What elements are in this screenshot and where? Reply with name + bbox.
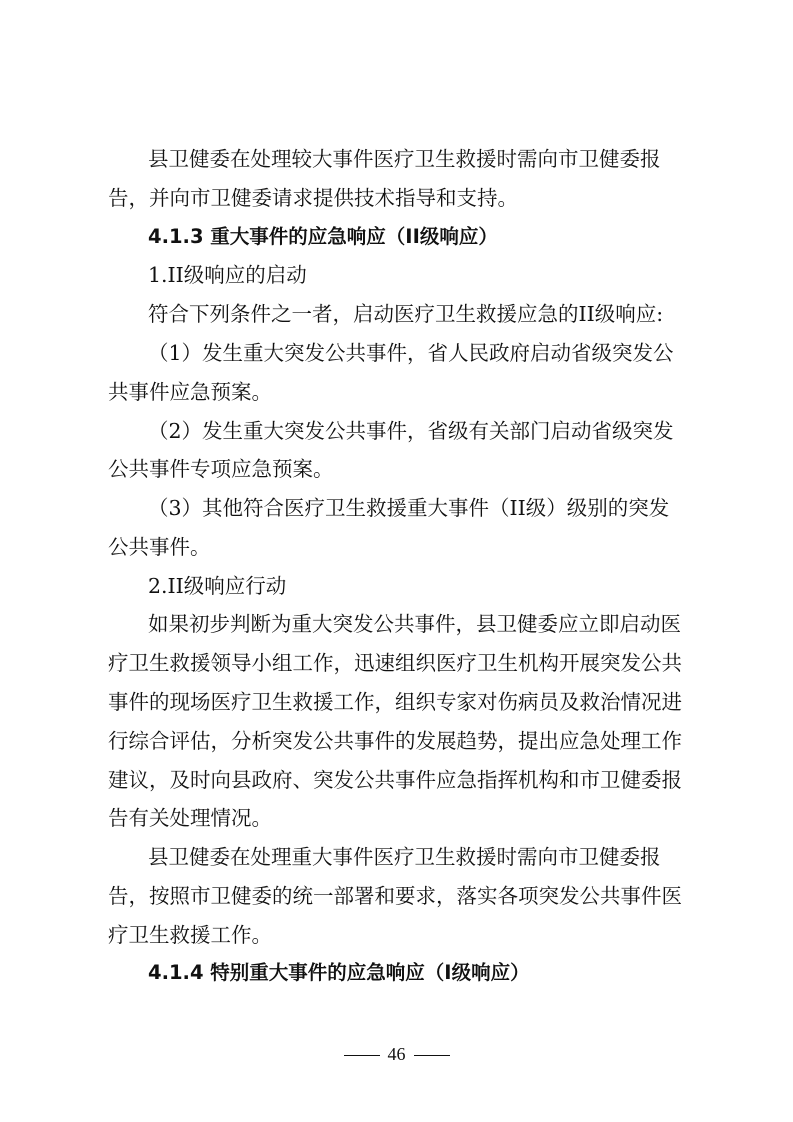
paragraph-line: 县卫健委在处理重大事件医疗卫生救援时需向市卫健委报 — [148, 845, 661, 869]
footer-dash-left — [344, 1055, 380, 1056]
list-item-line: （2）发生重大突发公共事件，省级有关部门启动省级突发 — [148, 419, 674, 443]
paragraph-line: 告，按照市卫健委的统一部署和要求，落实各项突发公共事件医 — [108, 884, 682, 908]
subsection-heading: 2.II级响应行动 — [148, 574, 287, 598]
paragraph-line: 告有关处理情况。 — [108, 806, 272, 830]
paragraph-line: 建议，及时向县政府、突发公共事件应急指挥机构和市卫健委报 — [108, 768, 682, 792]
list-item-line: 公共事件。 — [108, 535, 211, 559]
list-item-line: （3）其他符合医疗卫生救援重大事件（II级）级别的突发 — [148, 496, 670, 520]
paragraph-line: 疗卫生救援领导小组工作，迅速组织医疗卫生机构开展突发公共 — [108, 651, 682, 675]
footer-dash-right — [414, 1055, 450, 1056]
paragraph-line: 事件的现场医疗卫生救援工作，组织专家对伤病员及救治情况进 — [108, 690, 682, 714]
page-footer — [0, 1042, 793, 1066]
section-heading: 4.1.3 重大事件的应急响应（II级响应） — [148, 225, 498, 248]
page-number: 46 — [387, 1044, 406, 1064]
list-item-line: 共事件应急预案。 — [108, 380, 272, 404]
list-item-line: （1）发生重大突发公共事件，省人民政府启动省级突发公 — [148, 341, 674, 365]
paragraph-line: 行综合评估，分析突发公共事件的发展趋势，提出应急处理工作 — [108, 729, 682, 753]
list-item-line: 公共事件专项应急预案。 — [108, 457, 334, 481]
section-heading: 4.1.4 特别重大事件的应急响应（I级响应） — [148, 961, 530, 984]
paragraph-line: 如果初步判断为重大突发公共事件，县卫健委应立即启动医 — [148, 612, 681, 636]
paragraph-line: 告，并向市卫健委请求提供技术指导和支持。 — [108, 186, 518, 210]
paragraph-line: 符合下列条件之一者，启动医疗卫生救援应急的II级响应: — [148, 302, 664, 326]
subsection-heading: 1.II级响应的启动 — [148, 263, 307, 287]
paragraph-line: 县卫健委在处理较大事件医疗卫生救援时需向市卫健委报 — [148, 147, 661, 171]
paragraph-line: 疗卫生救援工作。 — [108, 923, 272, 947]
